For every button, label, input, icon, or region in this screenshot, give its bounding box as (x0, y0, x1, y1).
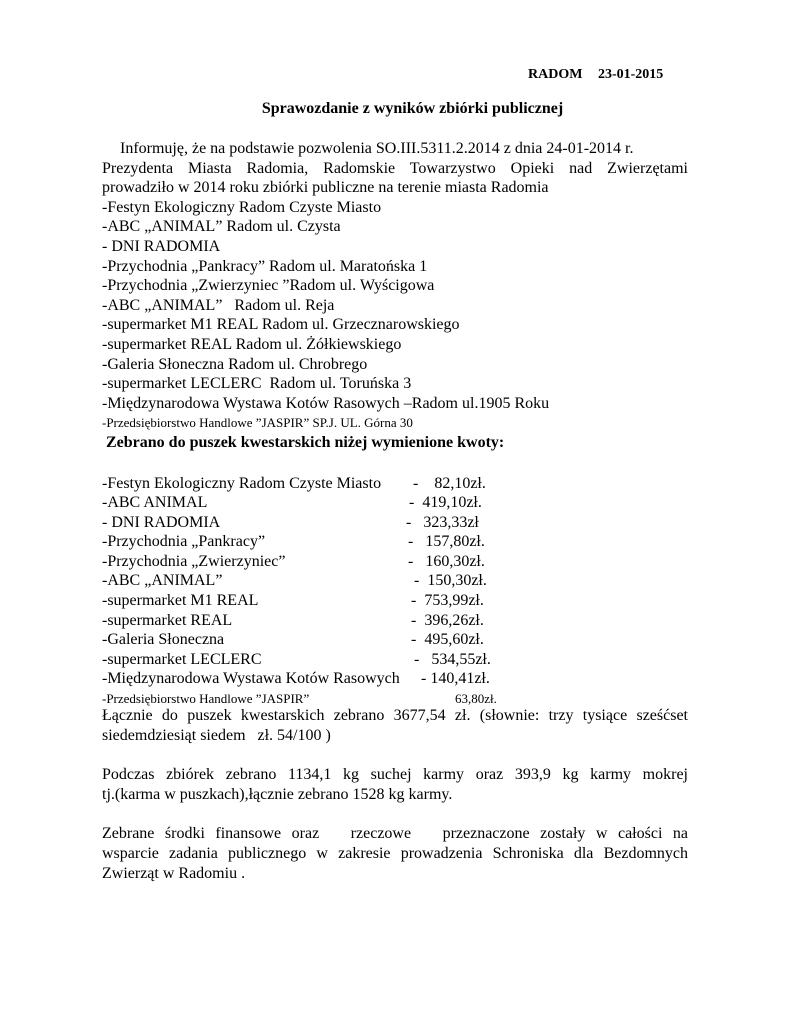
locations-list (102, 198, 688, 433)
location-item: -ABC „ANIMAL” Radom ul. Reja (102, 296, 335, 314)
amount-name: -Festyn Ekologiczny Radom Czyste Miasto (102, 474, 382, 492)
amount-value: - 82,10zł. (413, 474, 486, 492)
intro-line-1: Informuję, że na podstawie pozwolenia SO.III.5311.2.2014 z dnia 24-01-2014 r. (120, 140, 634, 157)
amount-row (102, 532, 688, 552)
amount-name: -Galeria Słoneczna (102, 631, 225, 649)
amount-name: -supermarket LECLERC (102, 650, 262, 668)
amount-name: -Przychodnia „Zwierzyniec” (102, 552, 286, 570)
amount-value: - 419,10zł. (409, 494, 482, 512)
amount-value: - 157,80zł. (408, 533, 485, 551)
amount-value: - 753,99zł. (411, 592, 484, 610)
location-item: -ABC „ANIMAL” Radom ul. Czysta (102, 218, 341, 236)
purpose-line-2: wsparcie zadania publicznego w zakresie prowadzenia Schroniska dla Bezdomnych (102, 845, 688, 862)
amount-value: - 396,26zł. (411, 611, 484, 629)
intro-line-2: Prezydenta Miasta Radomia, Radomskie Towarzystwo Opieki nad Zwierzętami (102, 159, 688, 177)
header-city: RADOM (528, 67, 583, 82)
document-title: Sprawozdanie z wyników zbiórki publicznej (261, 100, 564, 117)
amount-row (102, 611, 688, 631)
amount-row (102, 552, 688, 572)
amount-value: 63,80zł. (455, 691, 497, 707)
intro-line-3: prowadziło w 2014 roku zbiórki publiczne na terenie miasta Radomia (102, 179, 549, 197)
amount-name: -Międzynarodowa Wystawa Kotów Rasowych (102, 670, 400, 688)
amount-name: -supermarket REAL (102, 611, 233, 629)
amount-value: - 140,41zł. (421, 670, 490, 688)
spacer (102, 453, 688, 474)
amount-name: - DNI RADOMIA (102, 513, 221, 531)
amount-row-small (102, 689, 688, 706)
total-line-1: Łącznie do puszek kwestarskich zebrano 3677,54 zł. (słownie: trzy tysiące sześćset (102, 707, 688, 725)
header-date: 23-01-2015 (597, 67, 664, 82)
location-item: -Międzynarodowa Wystawa Kotów Rasowych –Radom ul.1905 Roku (102, 394, 550, 412)
amount-row (102, 513, 688, 533)
amount-row (102, 650, 688, 670)
spacer (102, 804, 688, 824)
purpose-line-3: Zwierząt w Radomiu . (102, 864, 246, 882)
location-item-small: -Przedsiębiorstwo Handlowe ”JASPIR” SP.J. UL. Górna 30 (102, 415, 413, 431)
food-line-2: tj.(karma w puszkach),łącznie zebrano 1528 kg karmy. (102, 785, 453, 803)
total-line-2: siedemdziesiąt siedem zł. 54/100 ) (102, 726, 331, 744)
location-item: -Przychodnia „Pankracy” Radom ul. Maratońska 1 (102, 257, 428, 275)
document-body (102, 139, 688, 883)
location-item: -supermarket LECLERC Radom ul. Toruńska 3 (102, 375, 412, 393)
amount-value: - 160,30zł. (408, 552, 485, 570)
location-item: -Przychodnia „Zwierzyniec ”Radom ul. Wyścigowa (102, 277, 435, 295)
location-item: -supermarket REAL Radom ul. Żółkiewskiego (102, 335, 402, 353)
amount-value: - 495,60zł. (411, 631, 484, 649)
amount-name: -ABC ANIMAL (102, 494, 208, 512)
location-item: -supermarket M1 REAL Radom ul. Grzecznarowskiego (102, 316, 460, 334)
amount-value: - 323,33zł (406, 513, 479, 531)
amounts-list (102, 474, 688, 707)
amount-row (102, 591, 688, 611)
amount-name: -Przychodnia „Pankracy” (102, 533, 266, 551)
amount-row (102, 571, 688, 591)
location-item: - DNI RADOMIA (102, 237, 221, 255)
location-item: -Festyn Ekologiczny Radom Czyste Miasto (102, 198, 382, 216)
amount-row (102, 669, 688, 689)
amount-name: -supermarket M1 REAL (102, 592, 259, 610)
amounts-subheading: Zebrano do puszek kwestarskich niżej wymienione kwoty: (106, 433, 505, 451)
amount-row (102, 493, 688, 513)
amount-name: -ABC „ANIMAL” (102, 572, 223, 590)
amount-row (102, 474, 688, 494)
location-item: -Galeria Słoneczna Radom ul. Chrobrego (102, 355, 368, 373)
amount-row (102, 630, 688, 650)
amount-value: - 150,30zł. (414, 572, 487, 590)
food-line-1: Podczas zbiórek zebrano 1134,1 kg suchej karmy oraz 393,9 kg karmy mokrej (102, 766, 688, 784)
document-header (528, 67, 663, 83)
spacer (102, 745, 688, 765)
amount-name: -Przedsiębiorstwo Handlowe ”JASPIR” (102, 691, 310, 707)
purpose-line-1: Zebrane środki finansowe oraz rzeczowe przeznaczone zostały w całości na (102, 825, 688, 843)
amount-value: - 534,55zł. (414, 650, 491, 668)
